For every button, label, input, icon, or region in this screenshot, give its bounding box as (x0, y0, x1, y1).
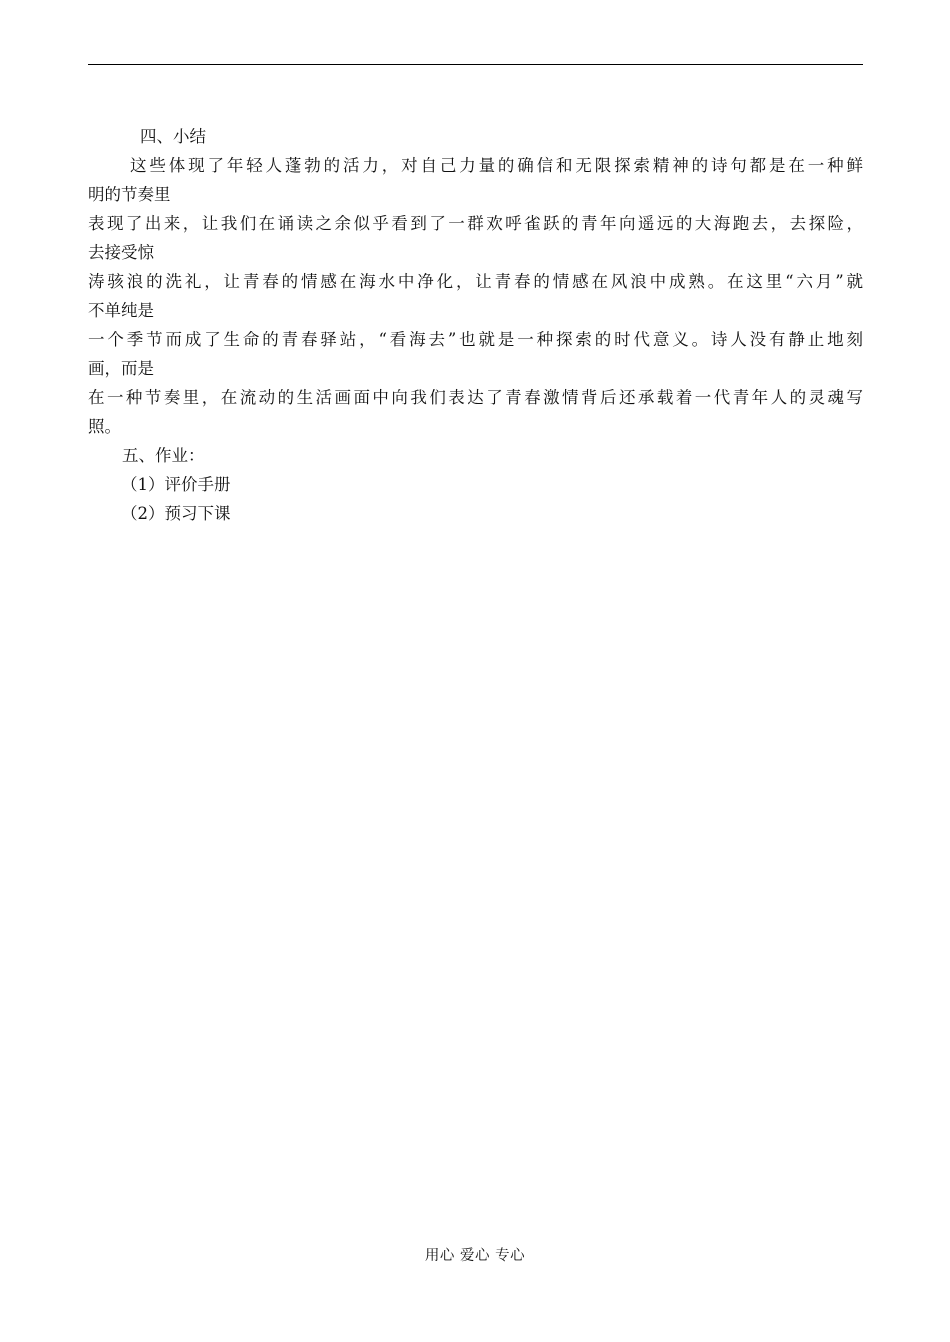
paragraph-line: 一个季节而成了生命的青春驿站，“看海去”也就是一种探索的时代意义。诗人没有静止地刻 (88, 330, 863, 349)
paragraph-line: 这些体现了年轻人蓬勃的活力，对自己力量的确信和无限探索精神的诗句都是在一种鲜 (130, 156, 863, 175)
homework-item: （1）评价手册 (121, 475, 231, 494)
paragraph-line: 表现了出来，让我们在诵读之余似乎看到了一群欢呼雀跃的青年向遥远的大海跑去，去探险， (88, 214, 863, 233)
paragraph-line: 画，而是 (88, 359, 154, 378)
paragraph-line: 涛骇浪的洗礼，让青春的情感在海水中净化，让青春的情感在风浪中成熟。在这里“六月”就 (88, 272, 863, 291)
section-heading-summary: 四、小结 (140, 127, 206, 146)
homework-item: （2）预习下课 (121, 504, 231, 523)
header-rule (88, 64, 863, 65)
page-footer: 用心 爱心 专心 (424, 1248, 526, 1264)
document-body (88, 122, 863, 528)
paragraph-line: 明的节奏里 (88, 185, 171, 204)
paragraph-line: 在一种节奏里，在流动的生活画面中向我们表达了青春激情背后还承载着一代青年人的灵魂写 (88, 388, 863, 407)
paragraph-line: 不单纯是 (88, 301, 154, 320)
paragraph-line: 照。 (88, 417, 121, 436)
paragraph-line: 去接受惊 (88, 243, 154, 262)
section-heading-homework: 五、作业： (122, 446, 205, 465)
